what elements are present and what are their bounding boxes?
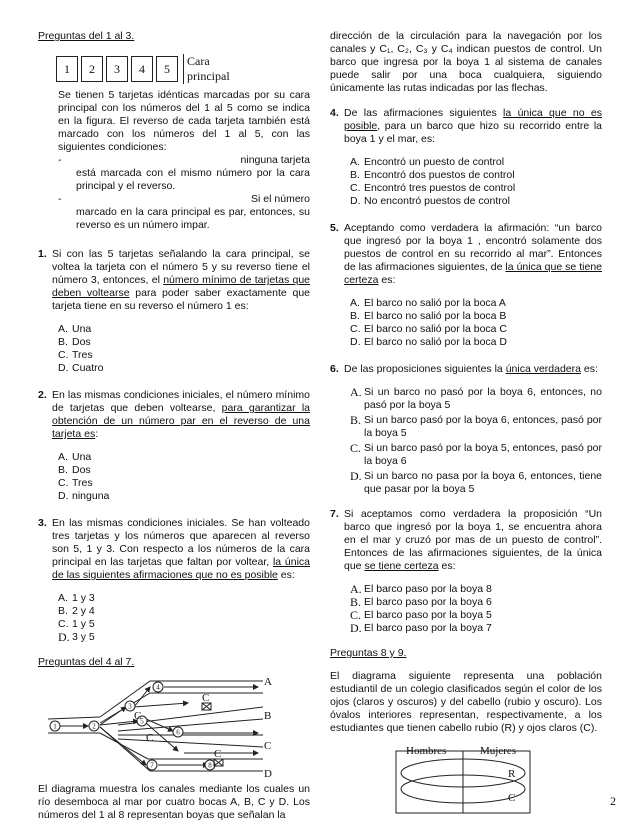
- option-text: Si un barco pasó por la boya 5, entonces, pasó por la boya 6: [364, 442, 602, 467]
- condition-1-body: está marcada con el mismo número por la cara principal y el reverso.: [76, 167, 310, 192]
- option-text: Una: [72, 323, 92, 335]
- question-number: 2.: [38, 389, 47, 401]
- option-letter: B.: [350, 413, 362, 427]
- option[interactable]: [350, 323, 602, 336]
- option-text: El barco paso por la boya 5: [364, 609, 492, 621]
- option-letter: B.: [350, 169, 360, 181]
- option-text: Encontró tres puestos de control: [364, 182, 516, 194]
- options-q6: [350, 386, 602, 496]
- option-letter: D.: [58, 630, 70, 644]
- question-text-underlined: se tiene certeza: [364, 560, 439, 572]
- question-4: [330, 107, 602, 146]
- option-letter: A.: [350, 582, 362, 596]
- options-q7: [350, 583, 602, 635]
- option-letter: B.: [58, 336, 68, 348]
- option[interactable]: [350, 182, 602, 195]
- option-text: El barco no salió por la boca D: [364, 336, 507, 348]
- options-q2: [58, 451, 310, 503]
- condition-2-head: Si el número: [251, 193, 310, 205]
- card-3: 3: [106, 56, 128, 82]
- option-text: 1 y 3: [72, 592, 95, 604]
- question-text: :: [95, 428, 99, 440]
- mouth-b: B: [264, 710, 272, 722]
- river-diagram: [38, 673, 310, 781]
- question-text-underlined: la única que se tiene certeza: [344, 261, 602, 286]
- option[interactable]: [350, 195, 602, 208]
- section-header-1-3: Preguntas del 1 al 3.: [38, 30, 135, 42]
- card-2: 2: [81, 56, 103, 82]
- option-letter: D.: [350, 195, 361, 207]
- option-letter: D.: [58, 490, 69, 502]
- option-text: ninguna: [72, 490, 110, 502]
- option-text: El barco no salió por la boca C: [364, 323, 507, 335]
- option[interactable]: [58, 618, 310, 631]
- option-letter: D.: [350, 336, 361, 348]
- option-letter: A.: [350, 385, 362, 399]
- venn-label-hombres: Hombres: [406, 745, 447, 757]
- question-number: 6.: [330, 363, 339, 375]
- buoy-5: 5: [140, 717, 144, 726]
- cara-label-line2: principal: [187, 69, 230, 83]
- option-letter: C.: [350, 323, 361, 335]
- control-post-c3: C: [146, 732, 154, 744]
- condition-2-body: marcado en la cara principal es par, entonces, su reverso es un número impar.: [76, 206, 310, 231]
- option-text: Dos: [72, 336, 91, 348]
- option-text: Tres: [72, 349, 93, 361]
- option-text: 1 y 5: [72, 618, 95, 630]
- option-text: El barco no salió por la boca B: [364, 310, 507, 322]
- buoy-6: 6: [176, 728, 180, 737]
- question-number: 5.: [330, 222, 339, 234]
- card-1: 1: [56, 56, 78, 82]
- option[interactable]: [350, 442, 602, 468]
- question-text: es:: [378, 274, 396, 286]
- option-text: Si un barco no pasa por la boya 6, entonces, tiene que pasar por la boya 5: [364, 470, 602, 495]
- option-text: Dos: [72, 464, 91, 476]
- option[interactable]: [58, 336, 310, 349]
- buoy-7: 7: [150, 761, 154, 770]
- condition-1-head: ninguna tarjeta: [240, 154, 310, 166]
- question-1: [38, 248, 310, 313]
- option-letter: A.: [58, 451, 68, 463]
- question-2: [38, 389, 310, 441]
- section-header-4-7: Preguntas del 4 al 7.: [38, 656, 135, 668]
- question-number: 1.: [38, 248, 47, 260]
- option-letter: C.: [350, 608, 362, 622]
- diagram-description: El diagrama muestra los canales mediante los cuales un río desemboca al mar por cuatro bocas A, B, C y D. Los números del 1 al 8 representan boyas que señalan la: [38, 783, 310, 821]
- card-4: 4: [131, 56, 153, 82]
- option-letter: A.: [350, 156, 360, 168]
- question-text-underlined: única verdadera: [505, 363, 581, 375]
- option-letter: A.: [350, 297, 360, 309]
- question-text-underlined: la única que no es posible: [344, 107, 602, 132]
- option[interactable]: [58, 451, 310, 464]
- control-post-c4: C: [214, 748, 222, 760]
- diagram-description-cont: dirección de la circulación para la navegación por los canales y C₁, C₂, C₃ y C₄ indican puestos de control. Un barco que ingresa por la boya 1 al sistema de canales puede salir por una boca cualquiera, siguiendo únicamente las rutas indicadas por las flechas.: [330, 30, 602, 94]
- buoy-4: 4: [156, 683, 160, 692]
- option[interactable]: [58, 362, 310, 375]
- question-text: para poder saber exactamente que tarjeta tiene en su reverso el número 1 es:: [52, 287, 310, 312]
- option-text: Tres: [72, 477, 93, 489]
- buoy-3: 3: [128, 702, 132, 711]
- card-5: 5: [156, 56, 178, 82]
- option-letter: B.: [58, 464, 68, 476]
- venn-label-r: R: [508, 768, 516, 780]
- option-text: El barco paso por la boya 8: [364, 583, 492, 595]
- page-number: 2: [610, 794, 616, 808]
- option-text: Si un barco no pasó por la boya 6, entonces, no pasó por la boya 5: [364, 386, 602, 411]
- buoy-8: 8: [208, 761, 212, 770]
- question-7: [330, 508, 602, 573]
- option[interactable]: [58, 631, 310, 644]
- option-letter: B.: [350, 310, 360, 322]
- mouth-a: A: [264, 676, 272, 688]
- option-letter: D.: [350, 469, 362, 483]
- option[interactable]: [350, 583, 602, 596]
- option[interactable]: [350, 596, 602, 609]
- option-text: Encontró un puesto de control: [364, 156, 505, 168]
- venn-label-mujeres: Mujeres: [480, 745, 517, 757]
- question-number: 4.: [330, 107, 339, 119]
- q89-description: El diagrama siguiente representa una población estudiantil de un colegio clasificados según el color de los ojos (claros y oscuros) y del cabello (rubio y oscuro). Los óvalos interiores representan, respectivamente, a los estudiantes que tienen cabello rubio (R) y ojos claros (C).: [330, 670, 602, 734]
- option-letter: A.: [58, 592, 68, 604]
- option-text: Si un barco pasó por la boya 6, entonces, pasó por la boya 5: [364, 414, 602, 439]
- mouth-d: D: [264, 768, 272, 780]
- question-text: En las mismas condiciones iniciales, el número mínimo de tarjetas que deben voltearse,: [52, 389, 310, 414]
- right-column: [330, 30, 602, 815]
- option[interactable]: [350, 169, 602, 182]
- option[interactable]: [350, 297, 602, 310]
- option-letter: C.: [58, 477, 69, 489]
- options-q5: [350, 297, 602, 349]
- option[interactable]: [350, 609, 602, 622]
- option-letter: D.: [350, 621, 362, 635]
- question-text: Si con las 5 tarjetas señalando la cara principal, se voltea la tarjeta con el número 5 y su reverso tiene el número 3, entonces, el: [52, 248, 310, 286]
- option[interactable]: [58, 477, 310, 490]
- option[interactable]: [350, 310, 602, 323]
- option[interactable]: [350, 414, 602, 440]
- question-3: [38, 517, 310, 582]
- option-text: El barco no salió por la boca A: [364, 297, 506, 309]
- option-text: El barco paso por la boya 7: [364, 622, 492, 634]
- condition-2: - Si el número marcado en la cara principal es par, entonces, su reverso es un número impar.: [58, 193, 310, 231]
- venn-label-c: C: [508, 792, 516, 804]
- population-diagram: [330, 743, 602, 815]
- option[interactable]: [350, 156, 602, 169]
- question-text: De las afirmaciones siguientes: [344, 107, 504, 119]
- question-number: 3.: [38, 517, 47, 529]
- question-text: es:: [581, 363, 598, 375]
- option-text: No encontró puestos de control: [364, 195, 510, 207]
- question-text: De las proposiciones siguientes la: [344, 363, 506, 375]
- option-text: Cuatro: [72, 362, 104, 374]
- option-letter: C.: [350, 182, 361, 194]
- control-post-c1: C: [134, 710, 142, 722]
- intro-text: Se tienen 5 tarjetas idénticas marcadas por su cara principal con los números del 1 al 5 como se indica en la figura. El reverso de cada tarjeta también está marcado con los números del 1 al 5, con las siguientes condiciones:: [58, 89, 310, 153]
- control-post-c2: C: [202, 692, 210, 704]
- question-text: es:: [277, 569, 295, 581]
- options-q4: [350, 156, 602, 208]
- question-text: Aceptando como verdadera la afirmación: “un barco que ingresó por la boya 1 , encontró solamente dos puestos de control en su recorrido al mar”. Entonces de las afirmaciones siguientes, de: [344, 222, 602, 273]
- option[interactable]: [58, 464, 310, 477]
- left-column: [38, 30, 310, 822]
- option-letter: D.: [58, 362, 69, 374]
- section-header-8-9: Preguntas 8 y 9.: [330, 647, 407, 659]
- option[interactable]: [58, 605, 310, 618]
- option-letter: C.: [58, 349, 69, 361]
- option-letter: B.: [58, 605, 68, 617]
- question-text-underlined: número mínimo de tarjetas que deben voltearse: [52, 274, 310, 299]
- options-q3: [58, 592, 310, 644]
- option-text: Encontró dos puestos de control: [364, 169, 515, 181]
- option-text: 3 y 5: [72, 631, 95, 643]
- question-text: Si aceptamos como verdadera la proposición “Un barco que ingresó por la boya 1, se encuentra ahora en el mar y cruzó por mas de un puesto de control”. Entonces de las afirmaciones siguientes, de la única que: [344, 508, 602, 572]
- question-5: [330, 222, 602, 287]
- option[interactable]: [350, 386, 602, 412]
- question-text-underlined: para garantizar la obtención de un número par en el reverso de una tarjeta es: [52, 402, 311, 440]
- question-number: 7.: [330, 508, 339, 520]
- option[interactable]: [58, 349, 310, 362]
- option-letter: A.: [58, 323, 68, 335]
- option[interactable]: [350, 470, 602, 496]
- mouth-c: C: [264, 740, 272, 752]
- option-letter: B.: [350, 595, 362, 609]
- option-letter: C.: [350, 441, 362, 455]
- buoy-2: 2: [92, 722, 96, 731]
- cards-figure: [56, 51, 310, 87]
- option[interactable]: [350, 622, 602, 635]
- question-text-underlined: la única de las siguientes afirmaciones que no es posible: [52, 556, 310, 581]
- option-text: El barco paso por la boya 6: [364, 596, 492, 608]
- options-q1: [58, 323, 310, 375]
- option[interactable]: [58, 323, 310, 336]
- question-6: [330, 363, 602, 376]
- question-text: , para un barco que hizo su recorrido entre la boya 1 y el mar, es:: [344, 120, 602, 145]
- option-text: 2 y 4: [72, 605, 95, 617]
- option[interactable]: [58, 592, 310, 605]
- buoy-1: 1: [53, 722, 57, 731]
- option[interactable]: [58, 490, 310, 503]
- question-text: En las mismas condiciones iniciales. Se han volteado tres tarjetas y los números que aparecen al reverso son 5, 1 y 3. Con respecto a los números de la cara principal en las tarjetas que faltan por voltear,: [52, 517, 310, 568]
- cara-principal-label: [183, 54, 230, 84]
- option[interactable]: [350, 336, 602, 349]
- question-text: es:: [438, 560, 456, 572]
- option-letter: C.: [58, 618, 69, 630]
- condition-1: - ninguna tarjeta está marcada con el mismo número por la cara principal y el reverso.: [58, 154, 310, 192]
- option-text: Una: [72, 451, 92, 463]
- cara-label-line1: Cara: [187, 54, 210, 68]
